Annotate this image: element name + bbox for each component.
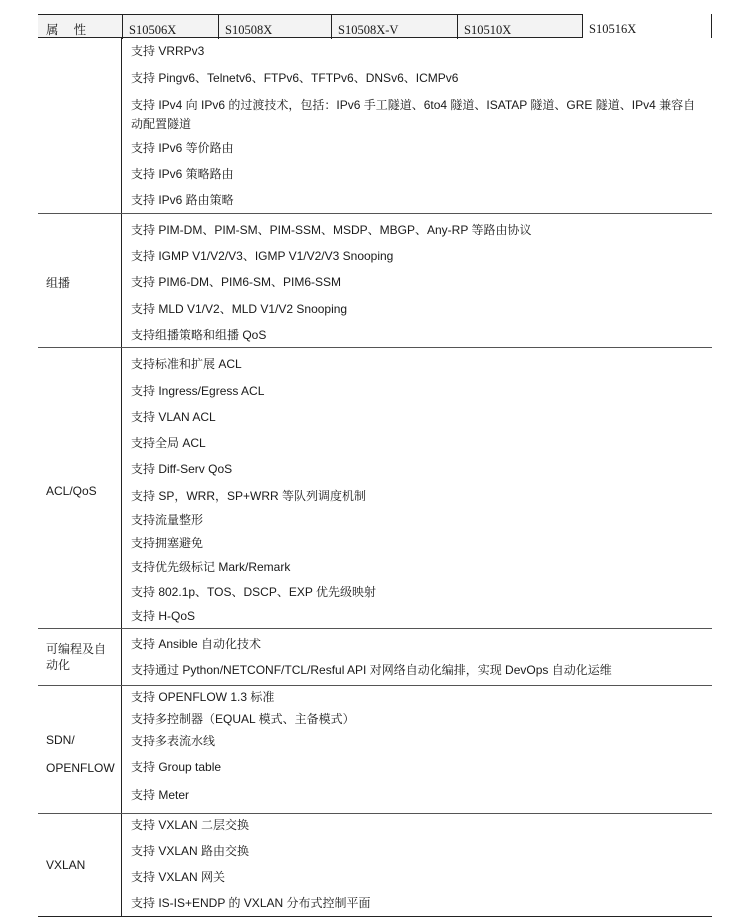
table-header-row — [38, 14, 712, 38]
feature-item: 支持 Group table — [131, 760, 222, 774]
feature-item: 支持 IPv6 路由策略 — [131, 193, 234, 207]
section-attribute: ACL/QoS — [46, 484, 97, 498]
feature-item: 支持流量整形 — [131, 513, 204, 527]
feature-item: 支持优先级标记 Mark/Remark — [131, 560, 291, 574]
feature-item: 支持 Meter — [131, 788, 190, 802]
feature-item: 支持通过 Python/NETCONF/TCL/Resful API 对网络自动化编排，实现 DevOps 自动化运维 — [131, 663, 612, 677]
feature-item: 支持 Diff-Serv QoS — [131, 462, 233, 476]
feature-item: 支持组播策略和组播 QoS — [131, 328, 267, 342]
feature-item: 支持 PIM-DM、PIM-SM、PIM-SSM、MSDP、MBGP、Any-RP 等路由协议 — [131, 223, 532, 237]
feature-item: 支持 OPENFLOW 1.3 标准 — [131, 690, 275, 704]
feature-item: 支持 802.1p、TOS、DSCP、EXP 优先级映射 — [131, 585, 376, 599]
section-attribute: 组播 — [46, 276, 71, 290]
section-attribute: 可编程及自动化 — [46, 642, 107, 672]
feature-item: 支持标准和扩展 ACL — [131, 357, 242, 371]
header-model: S10516X — [582, 14, 712, 38]
feature-item: 支持全局 ACL — [131, 436, 206, 450]
feature-item: 支持 Ansible 自动化技术 — [131, 637, 262, 651]
feature-item: 支持 Pingv6、Telnetv6、FTPv6、TFTPv6、DNSv6、ICMPv6 — [131, 71, 459, 85]
header-model: S10508X — [218, 15, 331, 39]
feature-item: 支持拥塞避免 — [131, 536, 204, 550]
feature-item: 支持 IS-IS+ENDP 的 VXLAN 分布式控制平面 — [131, 896, 371, 910]
feature-item: 支持 IPv6 策略路由 — [131, 167, 234, 181]
feature-item: 支持 PIM6-DM、PIM6-SM、PIM6-SSM — [131, 275, 342, 289]
feature-item: 支持 VLAN ACL — [131, 410, 216, 424]
section-attribute: SDN/ OPENFLOW — [46, 733, 115, 775]
header-model: S10510X — [457, 15, 582, 39]
feature-item: 支持 VRRPv3 — [131, 44, 205, 58]
feature-item: 支持 SP，WRR，SP+WRR 等队列调度机制 — [131, 489, 367, 503]
feature-item: 支持 MLD V1/V2、MLD V1/V2 Snooping — [131, 302, 348, 316]
feature-item: 支持 H-QoS — [131, 609, 196, 623]
feature-item: 支持 IPv6 等价路由 — [131, 141, 234, 155]
feature-item: 支持多表流水线 — [131, 734, 216, 748]
header-model: S10508X-V — [331, 15, 457, 39]
feature-item: 支持 Ingress/Egress ACL — [131, 384, 265, 398]
header-model: S10506X — [122, 15, 218, 39]
feature-item: 支持 VXLAN 二层交换 — [131, 818, 250, 832]
header-attribute: 属 性 — [46, 23, 93, 37]
feature-item: 支持 VXLAN 网关 — [131, 870, 226, 884]
feature-item: 支持 IPv4 向 IPv6 的过渡技术，包括：IPv6 手工隧道、6to4 隧道、ISATAP 隧道、GRE 隧道、IPv4 兼容自动配置隧道 — [131, 98, 696, 131]
section-attribute: VXLAN — [46, 858, 86, 872]
feature-item: 支持多控制器（EQUAL 模式、主备模式） — [131, 712, 355, 726]
feature-item: 支持 VXLAN 路由交换 — [131, 844, 250, 858]
feature-item: 支持 IGMP V1/V2/V3、IGMP V1/V2/V3 Snooping — [131, 249, 394, 263]
